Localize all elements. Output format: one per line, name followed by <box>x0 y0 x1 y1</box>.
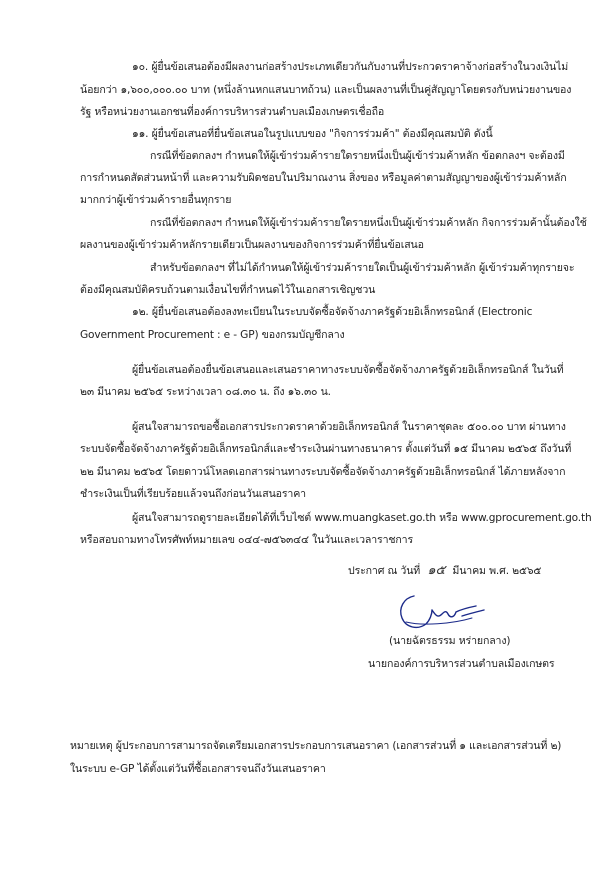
clause-10-line-1: ๑๐. ผู้ยื่นข้อเสนอต้องมีผลงานก่อสร้างประเภทเดียวกันกับงานที่ประกวดราคาจ้างก่อสร้างในวงเงินไม่ <box>132 61 569 73</box>
purchase-line-3: ๒๒ มีนาคม ๒๕๖๕ โดยดาวน์โหลดเอกสารผ่านทางระบบจัดซื้อจัดจ้างภาครัฐด้วยอิเล็กทรอนิกส์ ได้ภายหลังจาก <box>80 466 566 478</box>
remark-line-1: หมายเหตุ ผู้ประกอบการสามารถจัดเตรียมเอกสารประกอบการเสนอราคา (เอกสารส่วนที่ ๑ และเอกสารส่วนที่ ๒) <box>70 740 562 752</box>
signatory-position: นายกองค์การบริหารส่วนตำบลเมืองเกษตร <box>368 658 555 670</box>
announcement-prefix: ประกาศ ณ วันที่ <box>348 565 421 577</box>
case-1-line-3: มากกว่าผู้เข้าร่วมค้ารายอื่นทุกราย <box>80 194 232 206</box>
remark-line-2: ในระบบ e-GP ได้ตั้งแต่วันที่ซื้อเอกสารจนถึงวันเสนอราคา <box>70 763 326 775</box>
clause-10-line-2: น้อยกว่า ๑,๖๐๐,๐๐๐.๐๐ บาท (หนึ่งล้านหกแสนบาทถ้วน) และเป็นผลงานที่เป็นคู่สัญญาโดยตรงกับหน่วยงานของ <box>80 84 572 96</box>
announcement-date <box>348 564 541 578</box>
purchase-line-1: ผู้สนใจสามารถขอซื้อเอกสารประกวดราคาด้วยอิเล็กทรอนิกส์ ในราคาชุดละ ๕๐๐.๐๐ บาท ผ่านทาง <box>132 421 566 433</box>
purchase-line-2: ระบบจัดซื้อจัดจ้างภาครัฐด้วยอิเล็กทรอนิกส์และชำระเงินผ่านทางธนาคาร ตั้งแต่วันที่ ๑๕ มีนาคม ๒๕๖๕ ถึงวันที่ <box>80 443 572 455</box>
case-3-line-1: สำหรับข้อตกลงฯ ที่ไม่ได้กำหนดให้ผู้เข้าร่วมค้ารายใดเป็นผู้เข้าร่วมค้าหลัก ผู้เข้าร่วมค้าทุกรายจะ <box>150 262 575 274</box>
contact-line-1: ผู้สนใจสามารถดูรายละเอียดได้ที่เว็บไซต์ www.muangkaset.go.th หรือ www.gprocurement.go.th <box>132 512 592 524</box>
clause-10-line-3: รัฐ หรือหน่วยงานเอกชนที่องค์การบริหารส่วนตำบลเมืองเกษตรเชื่อถือ <box>80 106 385 118</box>
case-2-line-2: ผลงานของผู้เข้าร่วมค้าหลักรายเดียวเป็นผลงานของกิจการร่วมค้าที่ยื่นข้อเสนอ <box>80 239 424 251</box>
case-3-line-2: ต้องมีคุณสมบัติครบถ้วนตามเงื่อนไขที่กำหนดไว้ในเอกสารเชิญชวน <box>80 284 376 296</box>
purchase-line-4: ชำระเงินเป็นที่เรียบร้อยแล้วจนถึงก่อนวันเสนอราคา <box>80 488 306 500</box>
announcement-day: ๑๕ <box>427 563 446 578</box>
case-2-line-1: กรณีที่ข้อตกลงฯ กำหนดให้ผู้เข้าร่วมค้ารายใดรายหนึ่งเป็นผู้เข้าร่วมค้าหลัก กิจการร่วมค้านั้นต้องใช้ <box>150 217 587 229</box>
case-1-line-1: กรณีที่ข้อตกลงฯ กำหนดให้ผู้เข้าร่วมค้ารายใดรายหนึ่งเป็นผู้เข้าร่วมค้าหลัก ข้อตกลงฯ จะต้องมี <box>150 150 565 162</box>
signature-image <box>392 588 488 638</box>
clause-11-heading: ๑๑. ผู้ยื่นข้อเสนอที่ยื่นข้อเสนอในรูปแบบของ "กิจการร่วมค้า" ต้องมีคุณสมบัติ ดังนี้ <box>132 128 493 140</box>
clause-12-line-1: ๑๒. ผู้ยื่นข้อเสนอต้องลงทะเบียนในระบบจัดซื้อจัดจ้างภาครัฐด้วยอิเล็กทรอนิกส์ (Electronic <box>132 306 533 318</box>
submission-line-1: ผู้ยื่นข้อเสนอต้องยื่นข้อเสนอและเสนอราคาทางระบบจัดซื้อจัดจ้างภาครัฐด้วยอิเล็กทรอนิกส์ ในวันที่ <box>132 364 564 376</box>
contact-line-2: หรือสอบถามทางโทรศัพท์หมายเลข ๐๔๔-๗๕๖๓๔๔ ในวันและเวลาราชการ <box>80 534 414 546</box>
announcement-month-year: มีนาคม พ.ศ. ๒๕๖๕ <box>452 565 542 577</box>
case-1-line-2: การกำหนดสัดส่วนหน้าที่ และความรับผิดชอบในปริมาณงาน สิ่งของ หรือมูลค่าตามสัญญาของผู้เข้าร่วมค้าหลัก <box>80 172 567 184</box>
signatory-name: (นายฉัตรธรรม หร่ายกลาง) <box>389 635 511 647</box>
clause-12-line-2: Government Procurement : e - GP) ของกรมบัญชีกลาง <box>80 329 345 341</box>
submission-line-2: ๒๓ มีนาคม ๒๕๖๕ ระหว่างเวลา ๐๘.๓๐ น. ถึง ๑๖.๓๐ น. <box>80 386 331 398</box>
